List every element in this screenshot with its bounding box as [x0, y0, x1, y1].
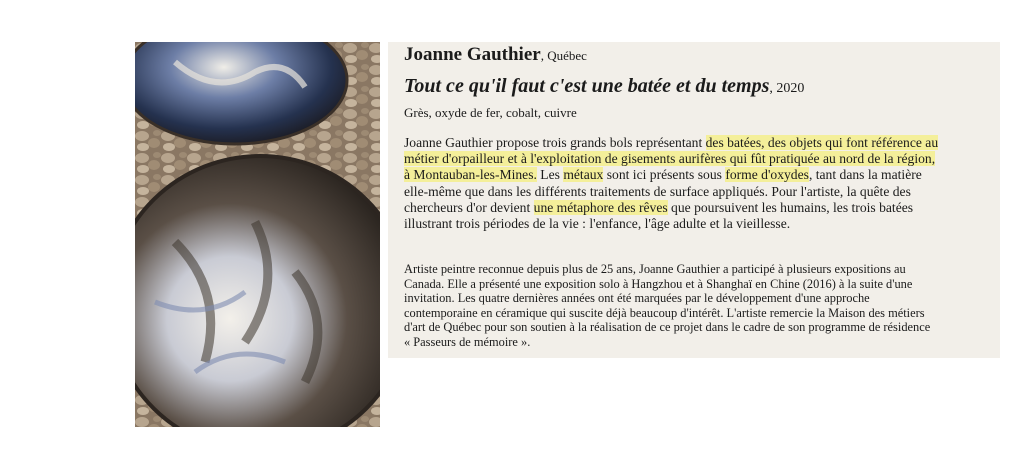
artist-heading	[404, 44, 587, 66]
text-line: Artiste peintre reconnue depuis plus de 25 ans, Joanne Gauthier a participé à plusieurs expositions au	[404, 262, 906, 276]
bottom-bowl	[135, 156, 380, 427]
materials-line: Grès, oxyde de fer, cobalt, cuivre	[404, 105, 577, 120]
work-title: Tout ce qu'il faut c'est une batée et du temps	[404, 75, 770, 97]
work-title-heading	[404, 75, 804, 98]
description-paragraph	[404, 135, 994, 232]
artist-name: Joanne Gauthier	[404, 44, 541, 65]
exhibition-label	[388, 42, 1000, 358]
text-line: « Passeurs de mémoire ».	[404, 334, 531, 349]
text-line: Joanne Gauthier propose trois grands bols représentant des batées, des objets qui font référence au	[404, 135, 939, 150]
text-line: Canada. Elle a présenté une exposition solo à Hangzhou et à Shanghaï en Chine (2016) à la suite d'une	[404, 276, 913, 291]
text-line: à Montauban-les-Mines. Les métaux sont ici présents sous forme d'oxydes, tant dans la matière	[404, 167, 922, 183]
text-line: d'art de Québec pour son soutien à la réalisation de ce projet dans le cadre de son programme de résidence	[404, 320, 931, 335]
text-line: illustrant trois périodes de la vie : l'enfance, l'âge adulte et la vieillesse.	[404, 216, 791, 232]
work-year: , 2020	[769, 81, 805, 96]
text-line: métier d'orpailleur et à l'exploitation de gisements aurifères qui fût pratiquée au nord de la région,	[404, 151, 936, 167]
text-line: invitation. Les quatre dernières années ont été marquées par le développement d'une approche	[404, 291, 870, 306]
artist-place: , Québec	[540, 48, 587, 63]
text-line: elle-même que dans les différents traitements de surface appliqués. Pour l'artiste, la quête des	[404, 183, 911, 199]
bowls-illustration	[135, 42, 380, 427]
biography-paragraph	[404, 262, 994, 350]
artwork-photo	[135, 42, 380, 427]
text-line: chercheurs d'or devient une métaphore des rêves que poursuivent les humains, les trois batées	[404, 199, 914, 215]
text-line: contemporaine en céramique qui suscite déjà beaucoup d'intérêt. L'artiste remercie la Maison des métiers	[404, 305, 925, 320]
